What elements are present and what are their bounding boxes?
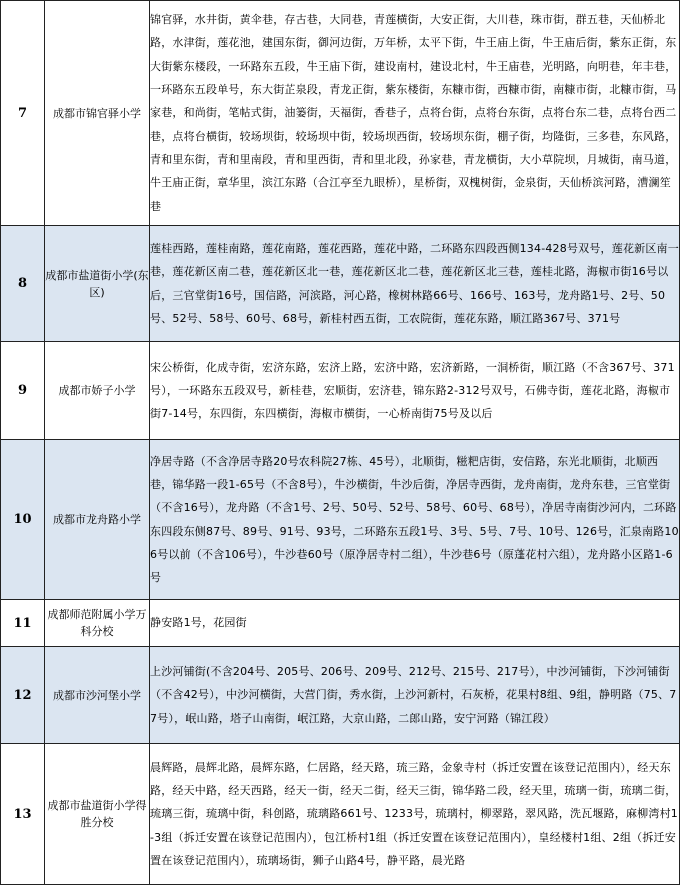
- table-row: [1, 226, 680, 342]
- school-name: 成都市盐道街小学得胜分校: [45, 744, 150, 885]
- street-list: 锦官驿，水井街，黄伞巷，存古巷，大同巷，青莲横街，大安正街，大川巷，珠市街，群五巷，天仙桥北路，水津街，莲花池，建国东街，御河边街，万年桥，太平下街，牛王庙上街，牛王庙后街，紫东正街，东大街紫东楼段，一环路东五段，牛王庙下街，建设南村，建设北村，牛王庙巷，光明路，向明巷，年丰巷，一环路东五段单号，东大街芷泉段，青龙正街，紫东楼街，东糠市街，西糠市街，南糠市街，北糠市街，马家巷，和尚街，笔帖式街，油篓街，天福街，香巷子，点将台街，点将台东街，点将台东二巷，点将台西二巷，点将台横街，较场坝街，较场坝中街，较场坝西街，较场坝东街，棚子街，均隆街，三多巷，东风路，青和里东街，青和里南段，青和里西街，青和里北段，孙家巷，青龙横街，大小草院坝，月城街，南马道，牛王庙正街，章华里，滨江东路（合江亭至九眼桥），星桥街，双槐树街，金泉街，天仙桥滨河路，漕澜笙巷: [150, 1, 680, 226]
- school-name: 成都市盐道街小学(东区): [45, 226, 150, 342]
- school-name: 成都市沙河堡小学: [45, 647, 150, 744]
- row-number: 13: [1, 744, 45, 885]
- street-list: 静安路1号，花园街: [150, 600, 680, 647]
- school-name: 成都市锦官驿小学: [45, 1, 150, 226]
- table-row: [1, 342, 680, 440]
- street-list: 宋公桥街，化成寺街，宏济东路，宏济上路，宏济中路，宏济新路，一洞桥街，顺江路（不含367号、371号），一环路东五段双号，新桂巷，宏顺街，宏济巷，锦东路2-312号双号，石佛寺街，莲花北路，海椒市街7-14号，东四街，东四横街，海椒市横街，一心桥南街75号及以后: [150, 342, 680, 440]
- table-row: [1, 600, 680, 647]
- row-number: 8: [1, 226, 45, 342]
- street-list: 净居寺路（不含净居寺路20号农科院27栋、45号），北顺街，糍粑店街，安信路，东光北顺街，北顺西巷，锦华路一段1-65号（不含8号），牛沙横街，牛沙后街，净居寺西街，龙舟南街，龙舟东巷，三官堂街（不含16号），龙舟路（不含1号、2号、50号、52号、58号、60号、68号），净居寺南街沙河内，二环路东四段东侧87号、89号、91号、93号，二环路东五段1号、3号、5号、7号、10号、126号，汇泉南路106号以前（不含106号），牛沙巷60号（原净居寺村二组），牛沙巷6号（原蓬花村六组），龙舟路小区路1-6号: [150, 440, 680, 600]
- table-row: [1, 1, 680, 226]
- street-list: 上沙河铺街(不含204号、205号、206号、209号、212号、215号、217号），中沙河铺街，下沙河铺街（不含42号），中沙河横街，大营门街，秀水街，上沙河新村，石灰桥，花果村8组、9组，静明路（75、77号），岷山路，塔子山南街，岷江路，大京山路，二郎山路，安宁河路（锦江段）: [150, 647, 680, 744]
- school-name: 成都师范附属小学万科分校: [45, 600, 150, 647]
- row-number: 12: [1, 647, 45, 744]
- school-name: 成都市娇子小学: [45, 342, 150, 440]
- row-number: 11: [1, 600, 45, 647]
- table-row: [1, 440, 680, 600]
- row-number: 9: [1, 342, 45, 440]
- street-list: 莲桂西路，莲桂南路，莲花南路，莲花西路，莲花中路，二环路东四段西侧134-428号双号，莲花新区南一巷，莲花新区南二巷，莲花新区北一巷，莲花新区北二巷，莲花新区北三巷，莲桂北路，海椒市街16号以后，三官堂街16号，国信路，河滨路，河心路，橡树林路66号、166号、163号，龙舟路1号、2号、50号、52号、58号、60号、68号，新桂村西五街，工农院街，莲花东路，顺江路367号、371号: [150, 226, 680, 342]
- table-row: [1, 744, 680, 885]
- street-list: 晨辉路，晨辉北路，晨辉东路，仁居路，经天路，琉三路，金象寺村（拆迁安置在该登记范围内），经天东路，经天中路，经天西路，经天一街，经天二街，经天三街，锦华路二段，经天里，琉璃一街，琉璃二街，琉璃三街，琉璃中街，科创路，琉璃路661号、1233号，琉璃村，柳翠路，翠风路，洗瓦堰路，麻柳湾村1-3组（拆迁安置在该登记范围内），包江桥村1组（拆迁安置在该登记范围内），皇经楼村1组、2组（拆迁安置在该登记范围内），琉璃场街，狮子山路4号，静平路，晨光路: [150, 744, 680, 885]
- school-name: 成都市龙舟路小学: [45, 440, 150, 600]
- row-number: 10: [1, 440, 45, 600]
- table-row: [1, 647, 680, 744]
- row-number: 7: [1, 1, 45, 226]
